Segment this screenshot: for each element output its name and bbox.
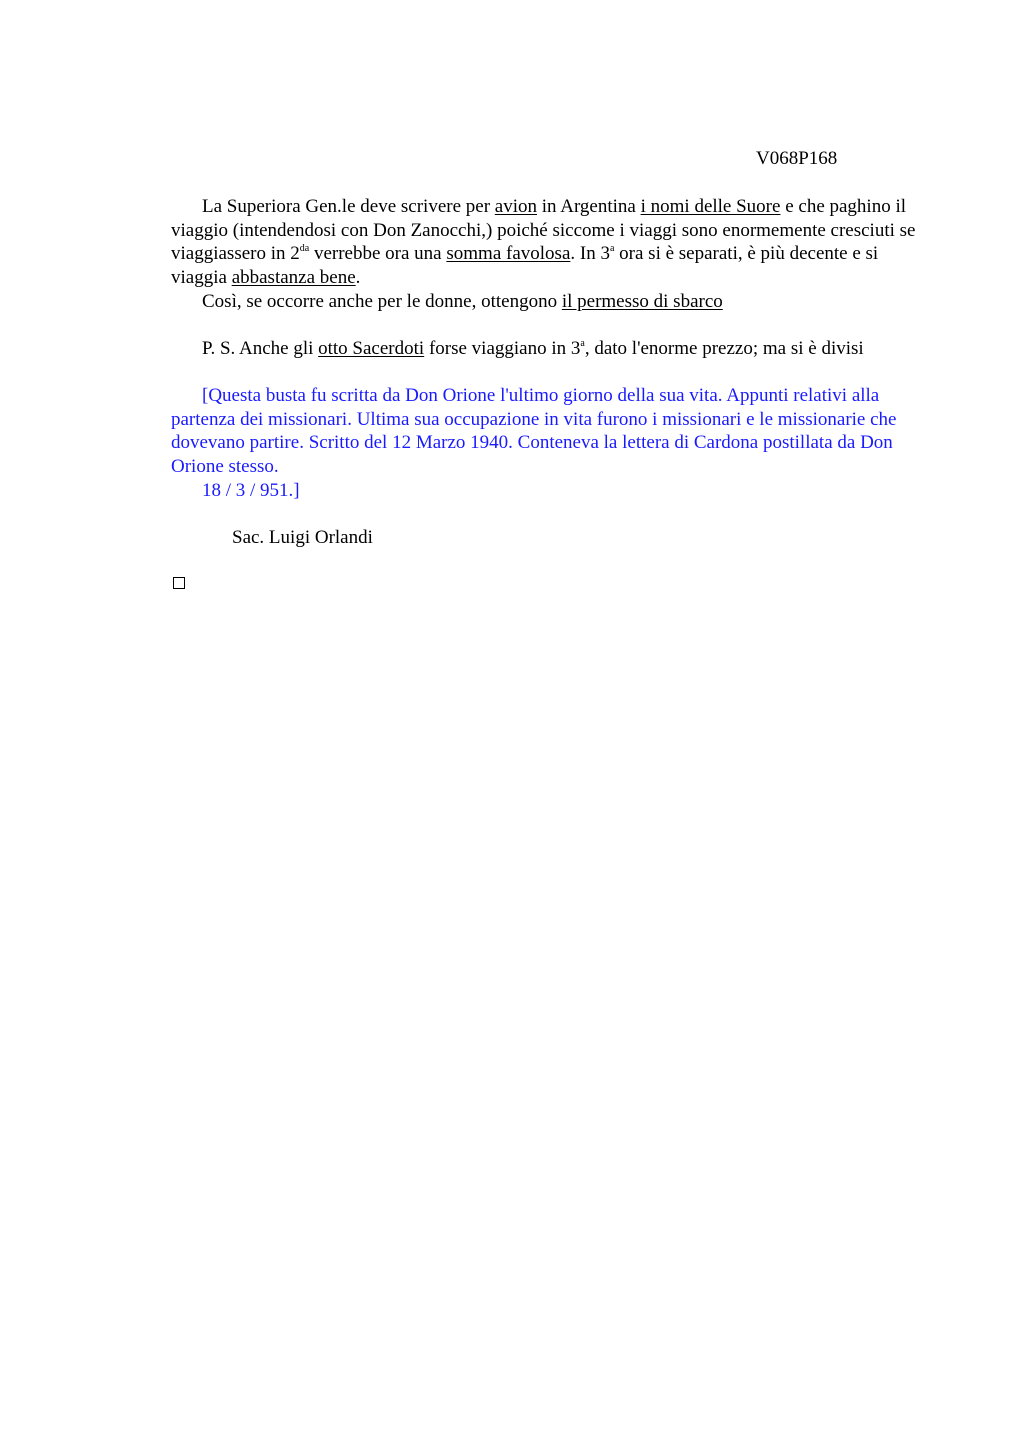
text-segment: in Argentina: [537, 196, 641, 217]
text-segment: .: [355, 266, 361, 288]
editorial-note: [171, 384, 931, 478]
paragraph-landing-permit: [171, 290, 931, 314]
text-segment: , dato l'enorme prezzo; ma si è divisi: [584, 338, 864, 359]
text-segment: Così, se occorre anche per le donne, ottengono: [202, 291, 562, 312]
underlined-text: il permesso di sbarco: [561, 291, 723, 312]
text-segment: . In 3: [570, 243, 610, 265]
editorial-note-date: 18 / 3 / 951.]: [202, 480, 300, 501]
text-segment: forse viaggiano in 3: [424, 338, 581, 359]
paragraph-postscript: [171, 337, 931, 361]
underlined-text: abbastanza bene: [231, 266, 356, 288]
underlined-text: otto Sacerdoti: [318, 338, 425, 359]
empty-square-icon: [173, 577, 185, 589]
signature: Sac. Luigi Orlandi: [232, 527, 373, 548]
editorial-note-text: [Questa busta fu scritta da Don Orione l'ultimo giorno della sua vita. Appunti relativi alla partenza dei missionari. Ultima sua occupazione in vita furono i missionari e le missionarie che dovevano partire. Scritto del 12 Marzo 1940. Conteneva la lettera di Cardona postillata da Don Orione stesso.: [171, 385, 897, 477]
editorial-note-date-block: [171, 479, 931, 503]
underlined-text: somma favolosa: [446, 243, 571, 265]
superscript: a: [580, 338, 585, 349]
underlined-text: avion: [494, 196, 537, 217]
paragraph-instructions: [171, 195, 931, 289]
text-segment: P. S. Anche gli: [202, 338, 319, 359]
underlined-text: i nomi delle Suore: [640, 196, 781, 217]
text-segment: verrebbe ora una: [309, 243, 447, 265]
document-reference: V068P168: [756, 148, 838, 169]
text-segment: ora si è separati, è più decente e si viaggia: [171, 243, 879, 288]
text-segment: La Superiora Gen.le deve scrivere per: [202, 196, 495, 217]
superscript: da: [299, 243, 310, 255]
superscript: a: [609, 243, 615, 255]
text-segment: e che paghino il viaggio (intendendosi con Don Zanocchi,) poiché siccome i viaggi sono enormemente cresciuti se viaggiassero in 2: [171, 196, 916, 265]
